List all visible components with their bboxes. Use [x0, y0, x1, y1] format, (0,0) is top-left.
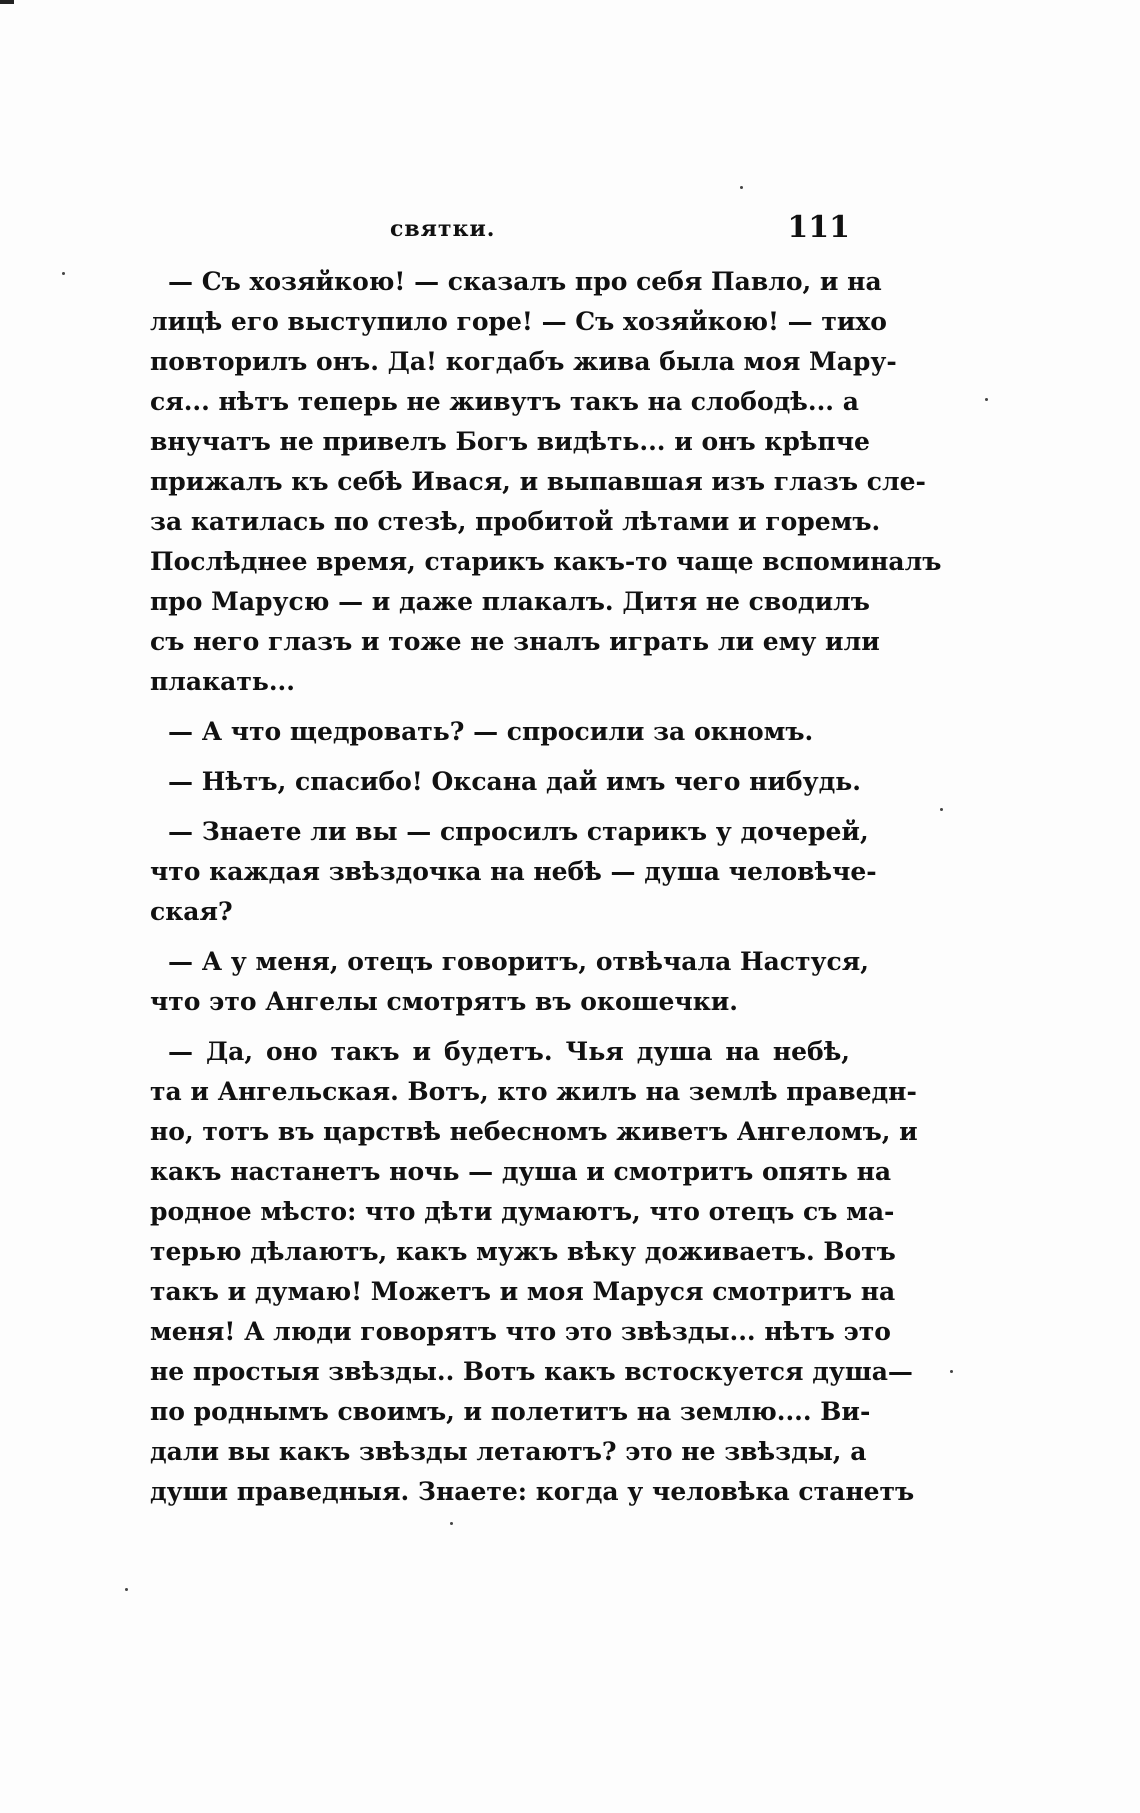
- paragraph: [150, 812, 877, 932]
- scan-corner-mark: [0, 0, 14, 4]
- text-line: но, тотъ въ царствѣ небесномъ живетъ Ангеломъ, и: [150, 1117, 918, 1146]
- paragraph: [150, 262, 942, 702]
- text-line: та и Ангельская. Вотъ, кто жилъ на землѣ праведн-: [150, 1077, 917, 1106]
- text-line: — Съ хозяйкою! — сказалъ про себя Павло, и на: [168, 267, 882, 296]
- paragraph-gap: [150, 802, 850, 812]
- text-line: дали вы какъ звѣзды летаютъ? это не звѣзды, а: [150, 1437, 867, 1466]
- text-line: души праведныя. Знаете: когда у человѣка станетъ: [150, 1477, 915, 1506]
- text-line: — Нѣтъ, спасибо! Оксана дай имъ чего нибудь.: [168, 767, 861, 796]
- text-line: повторилъ онъ. Да! когдабъ жива была моя Мару-: [150, 347, 897, 376]
- page-number: 111: [787, 210, 850, 245]
- body-text: [150, 262, 942, 1512]
- text-line: какъ настанетъ ночь — душа и смотритъ опять на: [150, 1157, 892, 1186]
- text-line: терью дѣлаютъ, какъ мужъ вѣку доживаетъ. Вотъ: [150, 1237, 896, 1266]
- running-head: святки.: [390, 216, 496, 242]
- paragraph-gap: [150, 702, 850, 712]
- page-header: [150, 210, 850, 250]
- text-line: — Знаете ли вы — спросилъ старикъ у дочерей,: [168, 817, 869, 846]
- text-line: лицѣ его выступило горе! — Съ хозяйкою! — тихо: [150, 307, 887, 336]
- text-line: не простыя звѣзды.. Вотъ какъ встоскуется душа—: [150, 1357, 913, 1386]
- text-line: ская?: [150, 897, 233, 926]
- text-line: — А у меня, отецъ говоритъ, отвѣчала Настуся,: [168, 947, 869, 976]
- paragraph-gap: [150, 932, 850, 942]
- text-line: прижалъ къ себѣ Ивася, и выпавшая изъ глазъ сле-: [150, 467, 926, 496]
- text-line: родное мѣсто: что дѣти думаютъ, что отецъ съ ма-: [150, 1197, 895, 1226]
- text-line: по роднымъ своимъ, и полетитъ на землю.... Ви-: [150, 1397, 871, 1426]
- paragraph: [150, 942, 869, 1022]
- text-line: про Марусю — и даже плакалъ. Дитя не сводилъ: [150, 587, 870, 616]
- text-line: что каждая звѣздочка на небѣ — душа человѣче-: [150, 857, 877, 886]
- text-line: ся... нѣтъ теперь не живутъ такъ на слободѣ... а: [150, 387, 859, 416]
- scan-speck: [950, 1370, 953, 1373]
- paragraph: [150, 712, 850, 752]
- scan-speck: [940, 808, 943, 811]
- text-line: плакать...: [150, 667, 295, 696]
- text-line: съ него глазъ и тоже не зналъ играть ли ему или: [150, 627, 880, 656]
- paragraph-gap: [150, 1022, 850, 1032]
- text-line: внучатъ не привелъ Богъ видѣть... и онъ крѣпче: [150, 427, 870, 456]
- scan-speck: [985, 398, 988, 401]
- text-line: — Да, оно такъ и будетъ. Чья душа на небѣ,: [168, 1037, 850, 1066]
- text-line: — А что щедровать? — спросили за окномъ.: [168, 717, 814, 746]
- text-line: за катилась по стезѣ, пробитой лѣтами и горемъ.: [150, 507, 881, 536]
- scan-speck: [450, 1522, 453, 1525]
- text-line: что это Ангелы смотрятъ въ окошечки.: [150, 987, 738, 1016]
- paragraph-gap: [150, 752, 850, 762]
- scan-speck: [62, 272, 65, 275]
- text-line: Послѣднее время, старикъ какъ-то чаще вспоминалъ: [150, 547, 942, 576]
- paragraph: [150, 1032, 918, 1512]
- scan-speck: [740, 186, 743, 189]
- paragraph: [150, 762, 861, 802]
- text-line: меня! А люди говорятъ что это звѣзды... нѣтъ это: [150, 1317, 891, 1346]
- scan-speck: [125, 1588, 128, 1591]
- text-line: такъ и думаю! Можетъ и моя Маруся смотритъ на: [150, 1277, 896, 1306]
